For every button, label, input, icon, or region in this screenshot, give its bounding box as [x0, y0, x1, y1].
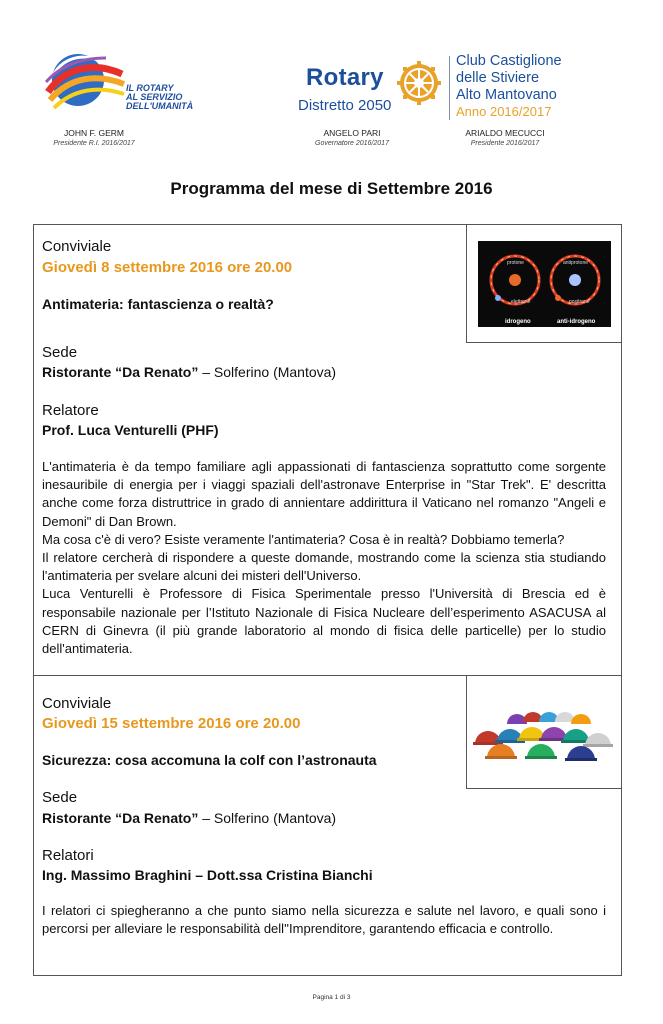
club-line: Club Castiglione	[456, 53, 562, 69]
page-footer: Pagina 1 di 3	[312, 994, 351, 1001]
event-venue	[42, 810, 336, 826]
rotary-wheel-icon	[397, 61, 441, 105]
description-paragraph: L'antimateria è da tempo familiare agli appassionati di fantascienza soprattutto come sorgente inesauribile di energia per i viaggi spaziali dell'astronave Enterprise in "Star Trek". E' descritta anche come forza distruttrice in grado di annientare addirittura il Vaticano nel romanzo "Angeli e Demoni" di Dan Brown.	[42, 459, 606, 529]
rotary-wordmark: Rotary	[306, 64, 384, 91]
slogan	[126, 84, 193, 111]
globe-swirl-icon	[44, 44, 126, 120]
club-line: delle Stiviere	[456, 70, 540, 86]
description-paragraph: Luca Venturelli è Professore di Fisica Sperimentale presso l'Università di Brescia ed è responsabile nazionale per l’Istituto Nazionale di Fisica Nucleare dell’esperimento ASACUSA al CERN di Ginevra (il più grande laboratorio al mondo di fisica delle particelle) per lo studio dell'antimateria.	[42, 586, 606, 657]
event-speaker: Prof. Luca Venturelli (PHF)	[42, 422, 219, 438]
club-name	[456, 53, 562, 120]
slogan-line: IL ROTARY	[126, 83, 174, 93]
rotary-service-logo	[44, 44, 194, 120]
event-subject: Sicurezza: cosa accomuna la colf con l’astronauta	[42, 752, 377, 768]
person-ri-president	[44, 128, 144, 147]
safety-helmets-image	[467, 676, 622, 789]
speaker-label: Relatore	[42, 402, 99, 419]
venue-place: – Solferino (Mantova)	[198, 810, 337, 826]
rotary-district-logo	[296, 60, 441, 116]
district-label: Distretto 2050	[298, 97, 392, 114]
person-name: ARIALDO MECUCCI	[465, 128, 545, 138]
venue-name: Ristorante “Da Renato”	[42, 810, 199, 826]
event-speaker: Ing. Massimo Braghini – Dott.ssa Cristina Bianchi	[42, 867, 373, 883]
person-role: Presidente 2016/2017	[470, 140, 540, 147]
description-paragraph: Ma cosa c'è di vero? Esiste veramente l'antimateria? Cosa è in realtà? Dobbiamo temerla?	[42, 531, 565, 547]
description-paragraph: Il relatore cercherà di rispondere a queste domande, mostrando come la scienza stia studiando l'antimateria per svelare alcuni dei misteri dell'Universo.	[42, 550, 606, 584]
helmets-image-cell	[466, 676, 621, 789]
event-box-2	[33, 676, 622, 976]
venue-place: – Solferino (Mantova)	[198, 364, 337, 380]
person-name: JOHN F. GERM	[64, 128, 124, 138]
event-date: Giovedì 8 settembre 2016 ore 20.00	[42, 259, 293, 276]
person-governor	[297, 128, 407, 147]
slogan-line: DELL'UMANITÀ	[126, 101, 194, 111]
image-caption: idrogeno	[505, 319, 531, 325]
page-title: Programma del mese di Settembre 2016	[170, 179, 493, 198]
image-label: antiprotone	[563, 260, 589, 266]
event-type-label: Conviviale	[42, 238, 112, 255]
event-subject: Antimateria: fantascienza o realtà?	[42, 296, 274, 312]
event-type-label: Conviviale	[42, 695, 112, 712]
venue-label: Sede	[42, 344, 78, 361]
event-date: Giovedì 15 settembre 2016 ore 20.00	[42, 715, 301, 732]
image-caption: anti-idrogeno	[557, 319, 596, 325]
image-label: protone	[507, 260, 524, 266]
person-role: Presidente R.I. 2016/2017	[53, 140, 135, 147]
image-label: elettrone	[511, 299, 531, 305]
event-box-1	[33, 224, 622, 676]
event-venue	[42, 364, 336, 380]
header-divider	[449, 56, 450, 120]
slogan-line: AL SERVIZIO	[126, 92, 183, 102]
speaker-label: Relatori	[42, 847, 94, 864]
description-paragraph: I relatori ci spiegheranno a che punto siamo nella sicurezza e salute nel lavoro, e quali sono i percorsi per alleviare le responsabilità dell''Imprenditore, garantendo efficacia e controllo.	[42, 903, 606, 937]
person-club-president	[455, 128, 555, 147]
venue-label: Sede	[42, 789, 78, 806]
club-line: Alto Mantovano	[456, 87, 557, 103]
antimatter-image-cell	[466, 225, 621, 343]
event-description	[42, 458, 606, 658]
venue-name: Ristorante “Da Renato”	[42, 364, 199, 380]
image-label: positrone	[569, 299, 590, 305]
hydrogen-antihydrogen-image	[467, 225, 622, 343]
person-name: ANGELO PARI	[323, 128, 381, 138]
club-year: Anno 2016/2017	[456, 104, 552, 119]
person-role: Governatore 2016/2017	[315, 140, 389, 147]
event-description	[42, 902, 606, 938]
